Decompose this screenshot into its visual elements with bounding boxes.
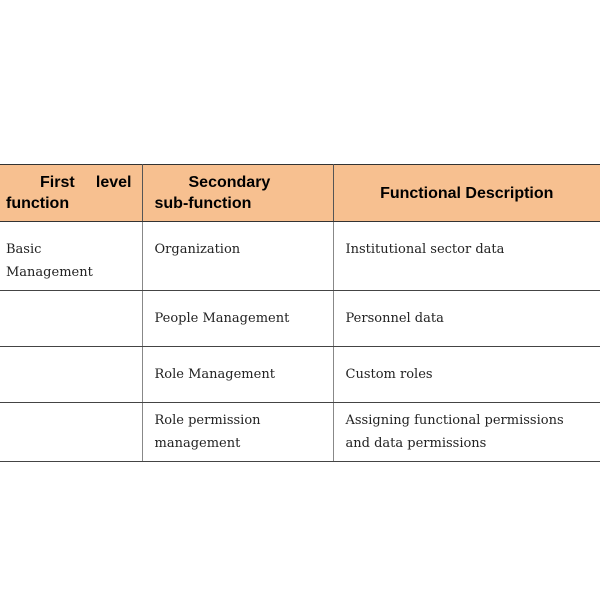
function-table-container xyxy=(0,164,600,462)
table-header-row xyxy=(0,165,600,222)
table-row xyxy=(0,222,600,291)
header-first-word: First xyxy=(40,174,75,191)
cell-description: Institutional sector data xyxy=(333,222,600,291)
cell-secondary: Role permission management xyxy=(142,403,333,462)
header-functional-description: Functional Description xyxy=(333,165,600,222)
cell-secondary: Role Management xyxy=(142,347,333,403)
header-level-word: level xyxy=(95,174,132,191)
cell-first-level xyxy=(0,403,142,462)
cell-first-level xyxy=(0,347,142,403)
header-function-word: function xyxy=(6,195,70,212)
cell-first-level: Basic Management xyxy=(0,222,142,291)
header-secondary-sub-function xyxy=(142,165,333,222)
cell-description: Custom roles xyxy=(333,347,600,403)
header-secondary-word: Secondary xyxy=(188,174,271,191)
cell-first-level xyxy=(0,291,142,347)
function-table xyxy=(0,164,600,462)
cell-description: Personnel data xyxy=(333,291,600,347)
header-sub-function-word: sub-function xyxy=(154,195,252,212)
table-row xyxy=(0,291,600,347)
table-row xyxy=(0,347,600,403)
header-first-level-function xyxy=(0,165,142,222)
cell-secondary: Organization xyxy=(142,222,333,291)
cell-description: Assigning functional permissions and data permissions xyxy=(333,403,600,462)
cell-secondary: People Management xyxy=(142,291,333,347)
table-row xyxy=(0,403,600,462)
